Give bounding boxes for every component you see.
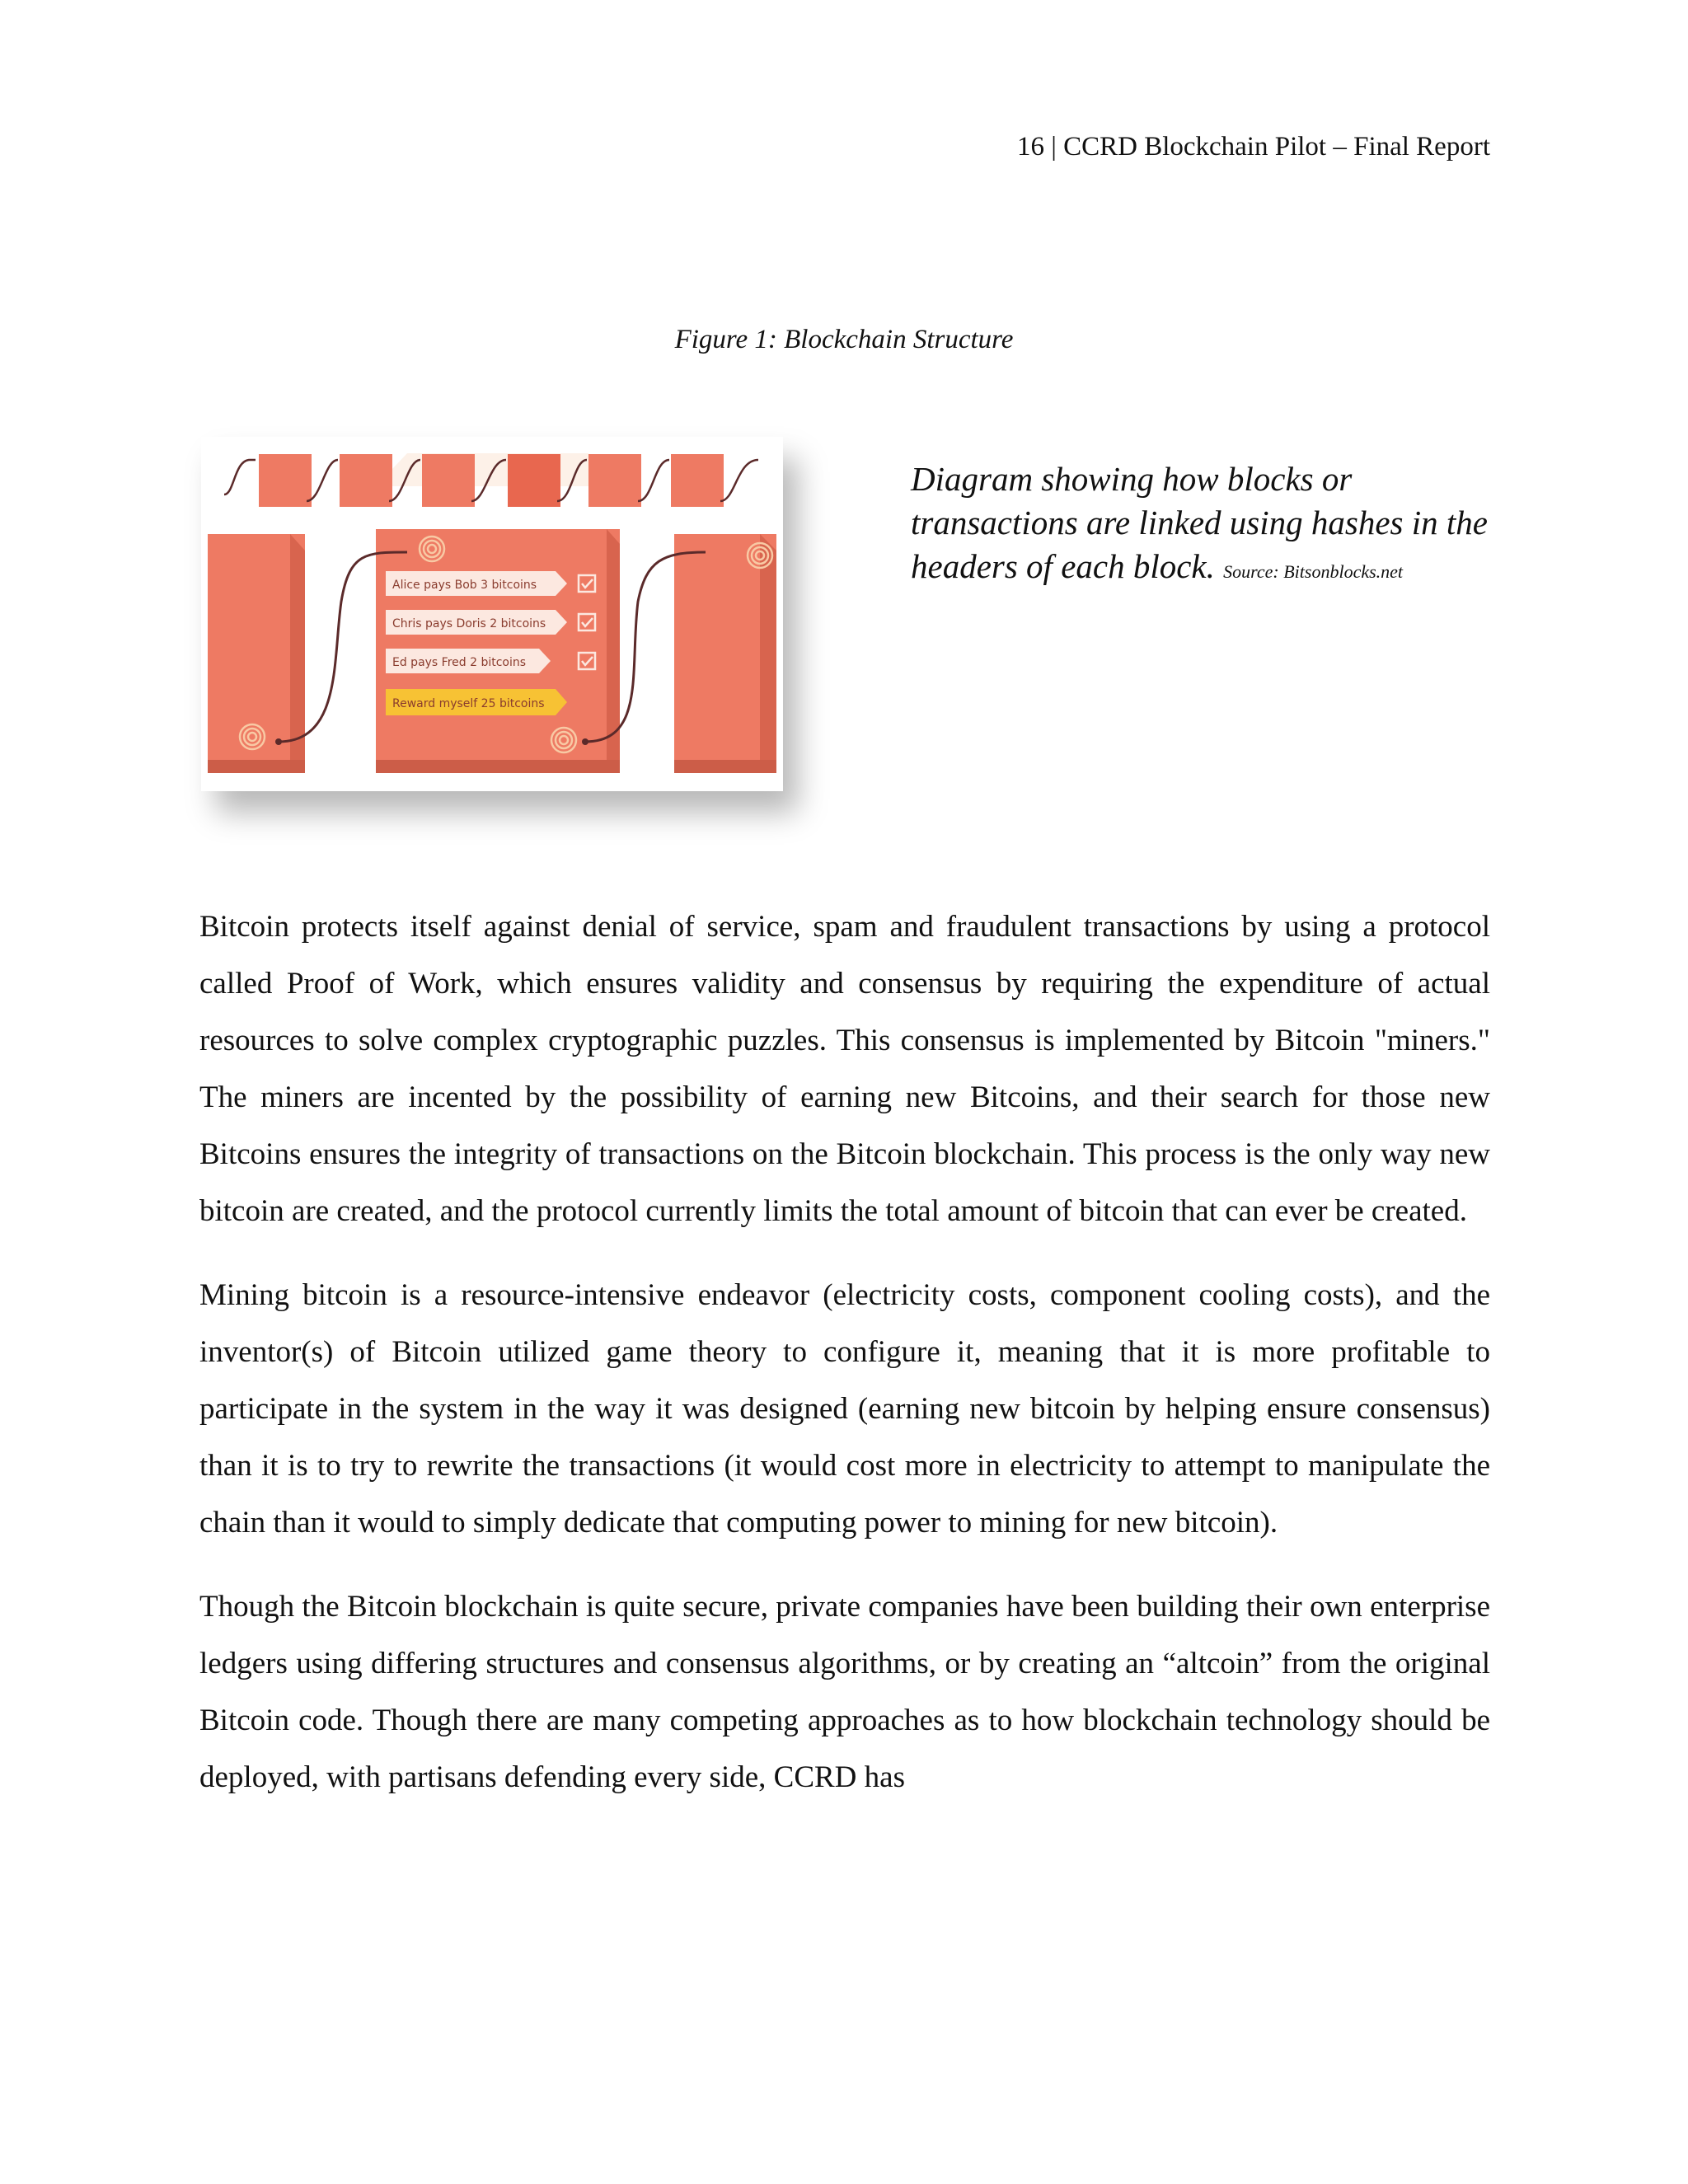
blockchain-diagram — [201, 437, 783, 791]
page-header: 16 | CCRD Blockchain Pilot – Final Report — [1016, 132, 1490, 162]
figure-caption: Figure 1: Blockchain Structure — [674, 325, 1014, 354]
body-text — [199, 898, 1490, 1833]
description-text: Diagram showing how blocks or transactions are linked using hashes in the headers of each block. — [911, 460, 1488, 585]
figure-description — [911, 457, 1504, 593]
paragraph-3: Though the Bitcoin blockchain is quite secure, private companies have been building their own enterprise ledgers using differing structures and consensus algorithms, or by creating an “altcoin” from the original Bitcoin code. Though there are many competing approaches as to how blockchain technology should be deployed, with partisans defending every side, CCRD has — [199, 1590, 1490, 1794]
figure-source: Source: Bitsonblocks.net — [1223, 561, 1404, 582]
paragraph-1: Bitcoin protects itself against denial of service, spam and fraudulent transactions by using a protocol called Proof of Work, which ensures validity and consensus by requiring the expenditure of actual resources to solve complex cryptographic puzzles. This consensus is implemented by Bitcoin "miners." The miners are incented by the possibility of earning new Bitcoins, and their search for those new Bitcoins ensures the integrity of transactions on the Bitcoin blockchain. This process is the only way new bitcoin are created, and the protocol currently limits the total amount of bitcoin that can ever be created. — [199, 910, 1490, 1228]
tx-label-2: Chris pays Doris 2 bitcoins — [392, 617, 546, 630]
tx-label-reward: Reward myself 25 bitcoins — [392, 697, 545, 710]
tx-label-1: Alice pays Bob 3 bitcoins — [392, 579, 537, 592]
paragraph-2: Mining bitcoin is a resource-intensive endeavor (electricity costs, component cooling costs), and the inventor(s) of Bitcoin utilized game theory to configure it, meaning that it is more profitable to participate in the system in the way it was designed (earning new bitcoin by helping ensure consensus) than it is to try to rewrite the transactions (it would cost more in electricity to attempt to manipulate the chain than it would to simply dedicate that computing power to mining for new bitcoin). — [199, 1278, 1490, 1540]
tx-label-3: Ed pays Fred 2 bitcoins — [392, 656, 527, 669]
